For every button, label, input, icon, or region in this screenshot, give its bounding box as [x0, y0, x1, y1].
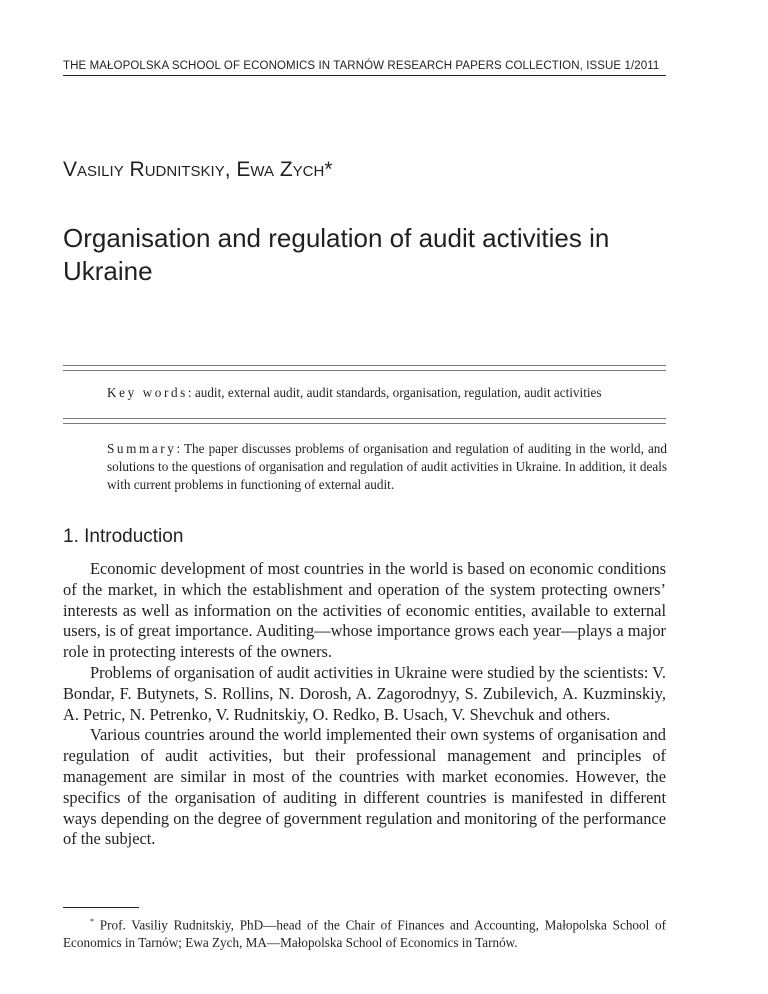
summary-label: Summary	[107, 441, 177, 456]
keywords-bottom-rule	[63, 418, 666, 424]
keywords	[107, 385, 602, 401]
keywords-top-rule	[63, 365, 666, 371]
keywords-text: audit, external audit, audit standards, organisation, regulation, audit activities	[191, 385, 602, 400]
footnote	[63, 913, 666, 952]
section-heading: 1. Introduction	[63, 526, 184, 547]
author-footnote-mark: *	[324, 158, 333, 181]
summary-text: The paper discusses problems of organisation and regulation of auditing in the world, and solutions to the questions of organisation and regulation of audit activities in Ukraine. In addition, it deals with current problems in functioning of external audit.	[107, 441, 667, 492]
footnote-marker: *	[90, 917, 94, 926]
body-paragraph: Various countries around the world implemented their own systems of organisation and regulation of audit activities, but their professional management and principles of management are similar in most of the countries with market economies. However, the specifics of the organisation of auditing in different countries is manifested in different ways depending on the degree of government regulation and monitoring of the performance of the subject.	[63, 725, 666, 849]
footnote-text: Prof. Vasiliy Rudnitskiy, PhD—head of the Chair of Finances and Accounting, Małopolska School of Economics in Tarnów; Ewa Zych, MA—Małopolska School of Economics in Tarnów.	[63, 917, 666, 951]
keywords-label: Key words	[107, 385, 188, 400]
body-paragraph: Economic development of most countries in the world is based on economic conditions of the market, in which the establishment and operation of the system protecting owners’ interests as well as information on the activities of economic entities, available to external users, is of great importance. Auditing—whose importance grows each year—plays a major role in protecting interests of the owners.	[63, 559, 666, 662]
section-body	[63, 559, 666, 850]
footnote-rule	[63, 907, 139, 908]
authors	[63, 158, 333, 182]
paper-title: Organisation and regulation of audit activities in Ukraine	[63, 223, 610, 286]
author-names: Vasiliy Rudnitskiy, Ewa Zych	[63, 158, 325, 181]
running-head: THE MAŁOPOLSKA SCHOOL OF ECONOMICS IN TARNÓW RESEARCH PAPERS COLLECTION, ISSUE 1/2011	[63, 60, 660, 72]
keywords-separator: :	[187, 385, 192, 400]
body-paragraph: Problems of organisation of audit activities in Ukraine were studied by the scientists: V. Bondar, F. Butynets, S. Rollins, N. Dorosh, A. Zagorodnyy, S. Zubilevich, A. Kuzminskiy, A. Petric, N. Petrenko, V. Rudnitskiy, O. Redko, B. Usach, V. Shevchuk and others.	[63, 662, 666, 724]
summary	[107, 440, 667, 494]
running-head-rule	[63, 75, 666, 76]
summary-separator: :	[176, 441, 181, 456]
